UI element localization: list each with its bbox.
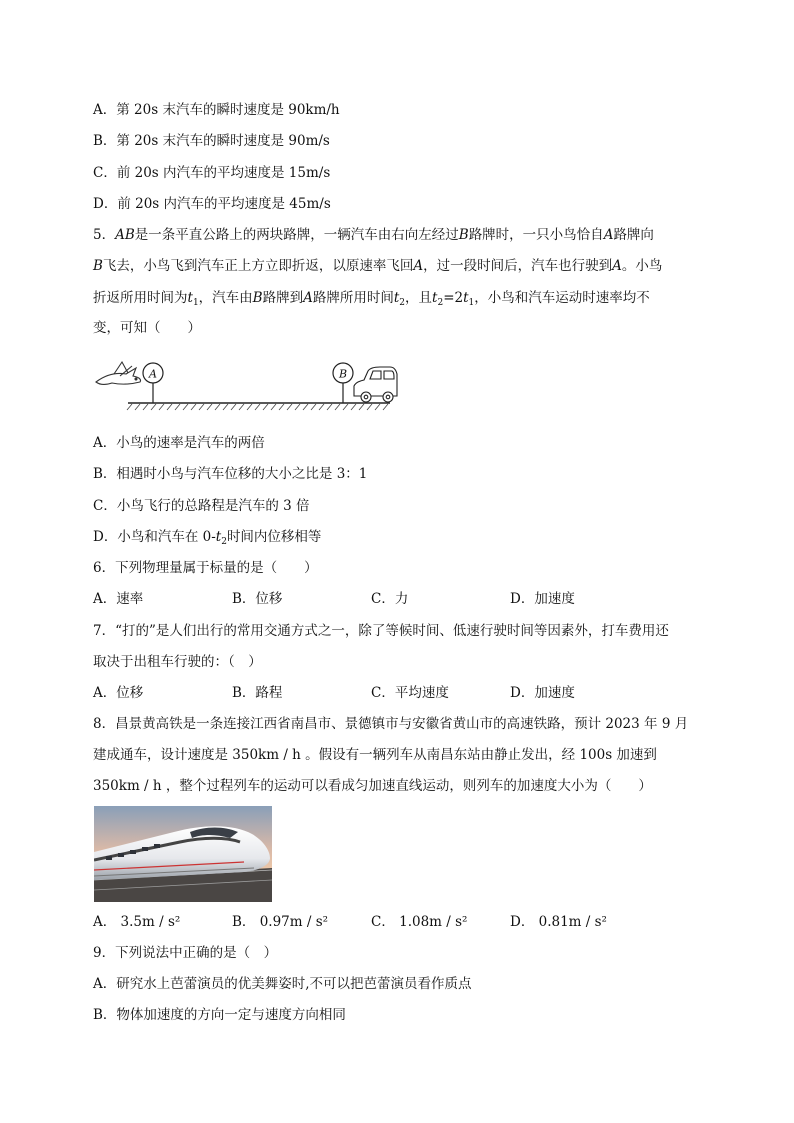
q8-stem-line1: 8．昌景黄高铁是一条连接江西省南昌市、景德镇市与安徽省黄山市的高速铁路，预计 2023 年 9 月 — [93, 716, 689, 732]
q5-option-b: B．相遇时小鸟与汽车位移的大小之比是 3：1 — [93, 466, 368, 482]
q7-option-a: A．位移 — [93, 685, 144, 701]
sign-a — [143, 363, 163, 403]
train-photo — [94, 806, 272, 902]
q6-stem: 6．下列物理量属于标量的是（ ） — [93, 560, 318, 576]
q9-option-b: B．物体加速度的方向一定与速度方向相同 — [93, 1007, 346, 1023]
q5-option-c: C．小鸟飞行的总路程是汽车的 3 倍 — [93, 498, 310, 514]
q5-stem-line2: B飞去，小鸟飞到汽车正上方立即折返，以原速率飞回A，过一段时间后，汽车也行驶到A。小鸟 — [93, 258, 663, 274]
q8-stem-line3: 350km / h ，整个过程列车的运动可以看成匀加速直线运动，则列车的加速度大小为（ ） — [93, 778, 652, 794]
q4-option-d: D．前 20s 内汽车的平均速度是 45m/s — [93, 196, 331, 212]
q8-option-d: D． 0.81m / s² — [510, 914, 607, 930]
q7-option-d: D．加速度 — [510, 685, 575, 701]
q8-option-b: B． 0.97m / s² — [232, 914, 329, 930]
q9-option-a: A．研究水上芭蕾演员的优美舞姿时,不可以把芭蕾演员看作质点 — [93, 976, 472, 992]
q7-option-b: B．路程 — [232, 685, 283, 701]
q7-stem-line2: 取决于出租车行驶的：（ ） — [93, 654, 262, 670]
q5-option-d: D．小鸟和汽车在 $0-t_2$时间内位移相等 — [93, 529, 322, 547]
q6-option-a: A．速率 — [93, 591, 144, 607]
q4-option-a: A．第 20s 末汽车的瞬时速度是 90km/h — [93, 102, 340, 118]
q8-option-a: A． 3.5m / s² — [93, 914, 181, 930]
q6-option-c: C．力 — [371, 591, 409, 607]
q9-stem: 9．下列说法中正确的是（ ） — [93, 945, 278, 961]
q5-stem-line3: 折返所用时间为$t_1$，汽车由B路牌到A路牌所用时间$t_2$，且$t_2=2t_1$，小鸟和汽车运动时速率均不 — [93, 290, 650, 308]
q4-option-c: C．前 20s 内汽车的平均速度是 15m/s — [93, 165, 331, 181]
q5-option-a: A．小鸟的速率是汽车的两倍 — [93, 435, 265, 451]
car-icon — [354, 367, 397, 402]
q7-option-c: C．平均速度 — [371, 685, 449, 701]
q8-option-c: C． 1.08m / s² — [371, 914, 468, 930]
q5-road-figure — [92, 352, 404, 414]
q4-option-b: B．第 20s 末汽车的瞬时速度是 90m/s — [93, 133, 330, 149]
q5-stem-line4: 变，可知（ ） — [93, 320, 201, 336]
q7-stem-line1: 7．“打的”是人们出行的常用交通方式之一，除了等候时间、低速行驶时间等因素外，打车费用还 — [93, 623, 669, 639]
q6-option-d: D．加速度 — [510, 591, 575, 607]
q6-option-b: B．位移 — [232, 591, 283, 607]
bird-icon — [96, 362, 141, 384]
sign-b — [333, 363, 353, 403]
sign-b-label: B — [338, 367, 348, 381]
sign-a-label: A — [149, 367, 157, 381]
q8-stem-line2: 建成通车，设计速度是 350km / h 。假设有一辆列车从南昌东站由静止发出，经 100s 加速到 — [93, 747, 657, 763]
q5-stem-line1: 5．AB是一条平直公路上的两块路牌，一辆汽车由右向左经过B路牌时，一只小鸟恰自A路牌向 — [93, 227, 654, 243]
